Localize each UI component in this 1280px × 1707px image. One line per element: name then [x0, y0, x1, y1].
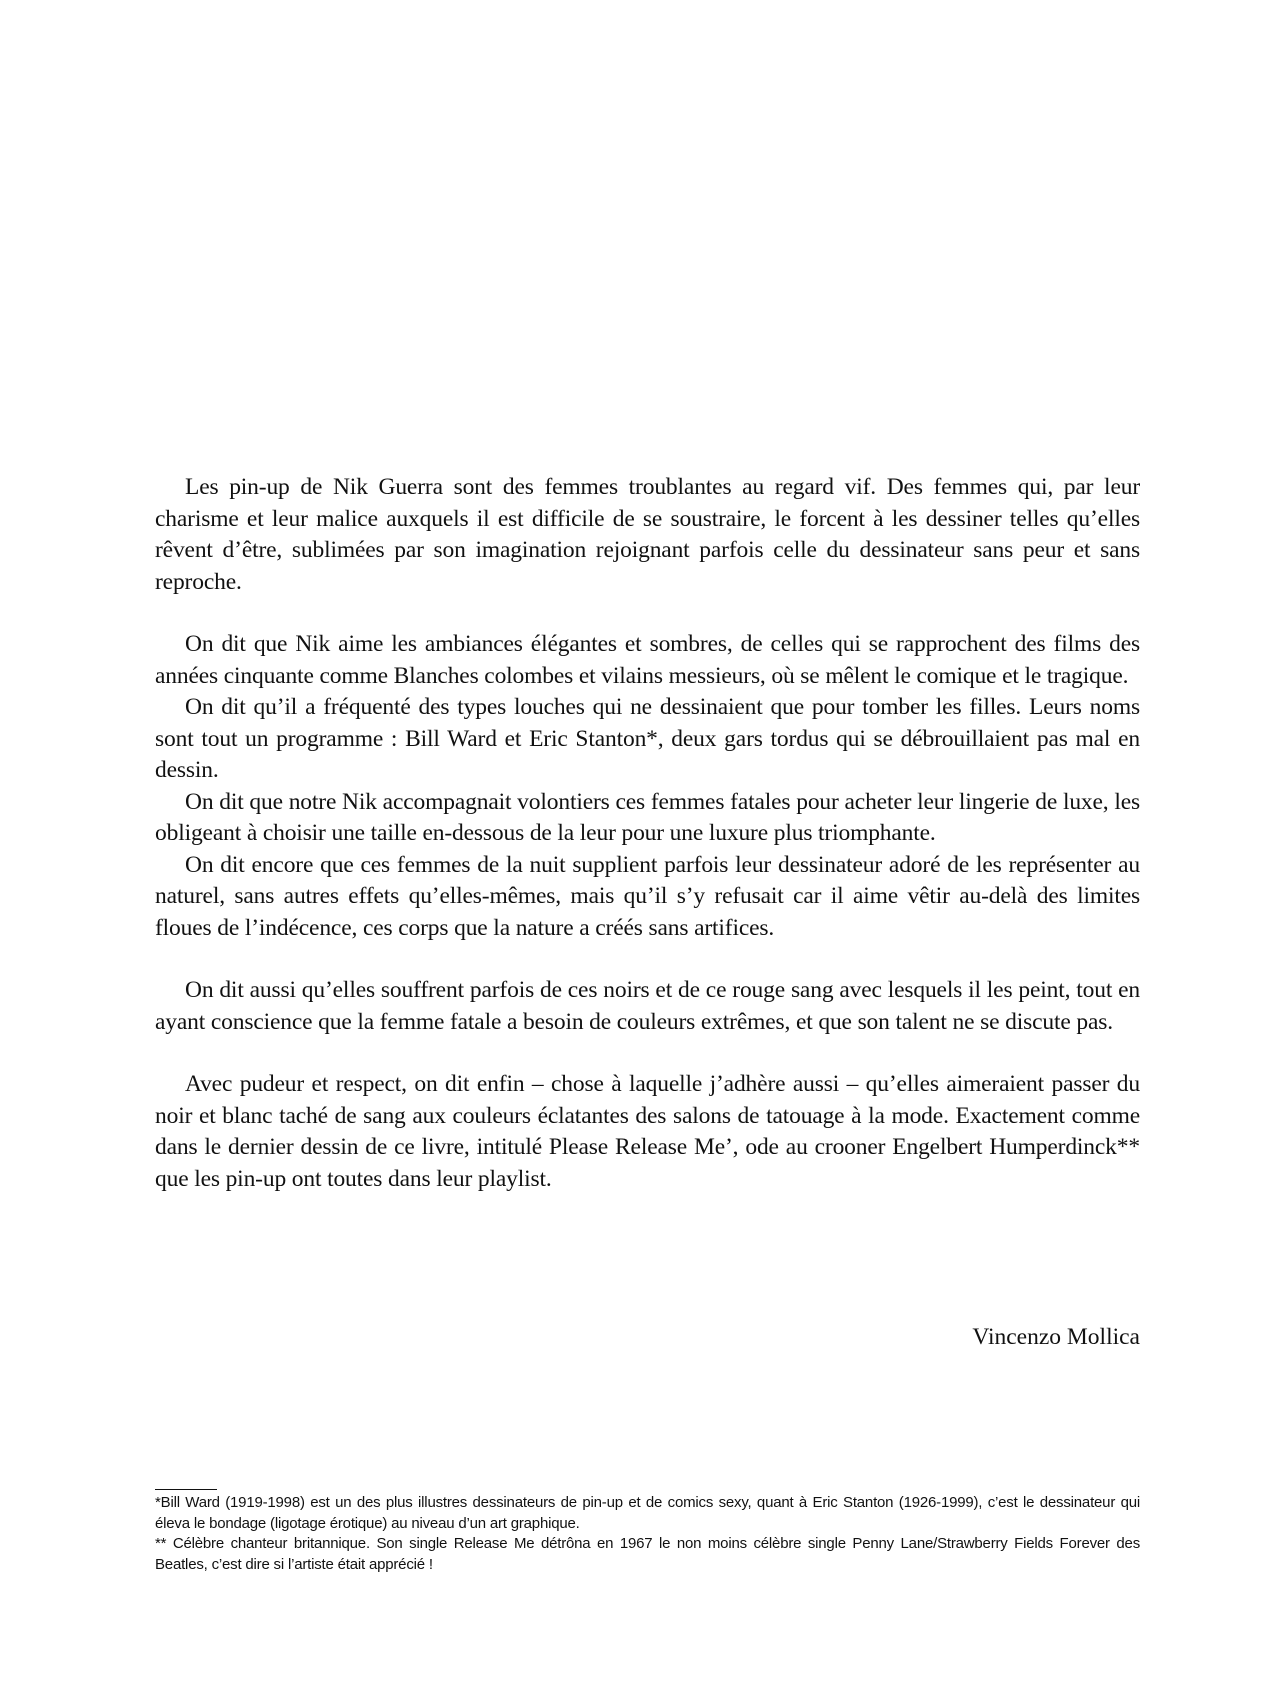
footnotes: [155, 1493, 1140, 1575]
paragraph: On dit encore que ces femmes de la nuit supplient parfois leur dessinateur adoré de les représenter au naturel, sans autres effets qu’elles-mêmes, mais qu’il s’y refusait car il aime vêtir au-delà des limites floues de l’indécence, ces corps que la nature a créés sans artifices.: [155, 851, 1140, 941]
footnote: ** Célèbre chanteur britannique. Son single Release Me détrôna en 1967 le non moins célèbre single Penny Lane/Strawberry Fields Forever des Beatles, c’est dire si l’artiste était apprécié !: [155, 1535, 1140, 1573]
paragraph: On dit aussi qu’elles souffrent parfois de ces noirs et de ce rouge sang avec lesquels il les peint, tout en ayant conscience que la femme fatale a besoin de couleurs extrêmes, et que son talent ne se discute pas.: [155, 977, 1140, 1035]
paragraph: Les pin-up de Nik Guerra sont des femmes troublantes au regard vif. Des femmes qui, par leur charisme et leur malice auxquels il est difficile de se soustraire, le forcent à les dessiner telles qu’elles rêvent d’être, sublimées par son imagination rejoignant parfois celle du dessinateur sans peur et sans reproche.: [155, 474, 1140, 595]
footnote: *Bill Ward (1919-1998) est un des plus illustres dessinateurs de pin-up et de comics sexy, quant à Eric Stanton (1926-1999), c’est le dessinateur qui éleva le bondage (ligotage érotique) au niveau d’un art graphique.: [155, 1494, 1140, 1532]
paragraph: On dit que Nik aime les ambiances élégantes et sombres, de celles qui se rapprochent des films des années cinquante comme Blanches colombes et vilains messieurs, où se mêlent le comique et le tragique.: [155, 631, 1140, 689]
footnote-divider: [155, 1489, 217, 1490]
paragraph: On dit que notre Nik accompagnait volontiers ces femmes fatales pour acheter leur lingerie de luxe, les obligeant à choisir une taille en-dessous de la leur pour une luxure plus triomphante.: [155, 788, 1140, 846]
author-signature: Vincenzo Mollica: [972, 1324, 1140, 1350]
paragraph: On dit qu’il a fréquenté des types louches qui ne dessinaient que pour tomber les filles. Leurs noms sont tout un programme : Bill Ward et Eric Stanton*, deux gars tordus qui se débrouillaient pas mal en dessin.: [155, 694, 1140, 783]
paragraph: Avec pudeur et respect, on dit enfin – chose à laquelle j’adhère aussi – qu’elles aimeraient passer du noir et blanc taché de sang aux couleurs éclatantes des salons de tatouage à la mode. Exactement comme dans le dernier dessin de ce livre, intitulé Please Release Me’, ode au crooner Engelbert Humperdinck** que les pin-up ont toutes dans leur playlist.: [155, 1071, 1140, 1192]
preface-body: [155, 472, 1140, 1195]
